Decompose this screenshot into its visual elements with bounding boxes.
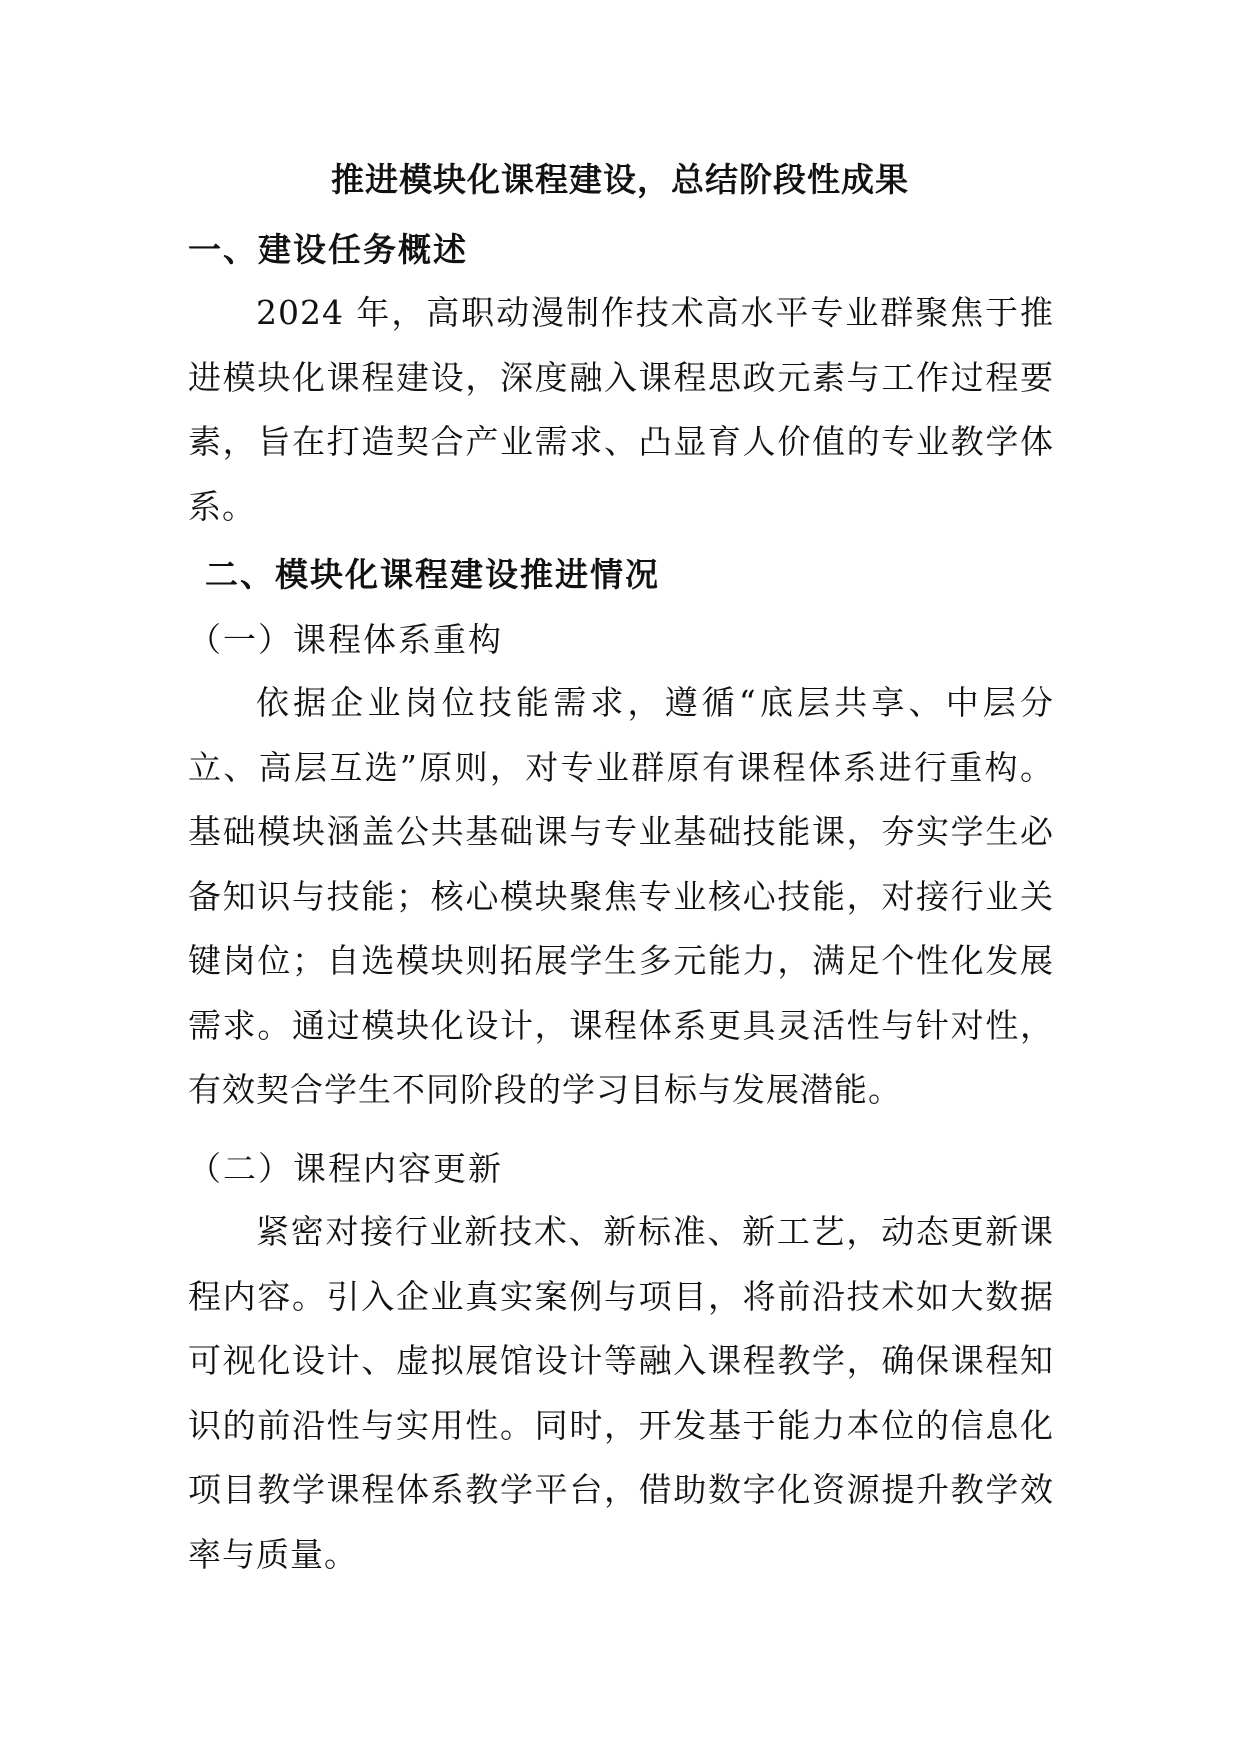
subsection1-heading: （一）课程体系重构 [188,620,503,659]
section1-paragraph: 2024 年，高职动漫制作技术高水平专业群聚焦于推进模块化课程建设，深度融入课程思政元素与工作过程要素，旨在打造契合产业需求、凸显育人价值的专业教学体系。 [188,293,1054,526]
document-title: 推进模块化课程建设，总结阶段性成果 [331,160,909,199]
subsection2-heading: （二）课程内容更新 [188,1149,503,1188]
section2-heading: 二、模块化课程建设推进情况 [205,555,660,594]
section1-heading: 一、建设任务概述 [188,230,468,269]
subsection2-paragraph: 紧密对接行业新技术、新标准、新工艺，动态更新课程内容。引入企业真实案例与项目，将前沿技术如大数据可视化设计、虚拟展馆设计等融入课程教学，确保课程知识的前沿性与实用性。同时，开发基于能力本位的信息化项目教学课程体系教学平台，借助数字化资源提升教学效率与质量。 [188,1212,1054,1574]
subsection1-paragraph: 依据企业岗位技能需求，遵循“底层共享、中层分立、高层互选”原则，对专业群原有课程体系进行重构。基础模块涵盖公共基础课与专业基础技能课，夯实学生必备知识与技能；核心模块聚焦专业核心技能，对接行业关键岗位；自选模块则拓展学生多元能力，满足个性化发展需求。通过模块化设计，课程体系更具灵活性与针对性，有效契合学生不同阶段的学习目标与发展潜能。 [188,683,1054,1109]
